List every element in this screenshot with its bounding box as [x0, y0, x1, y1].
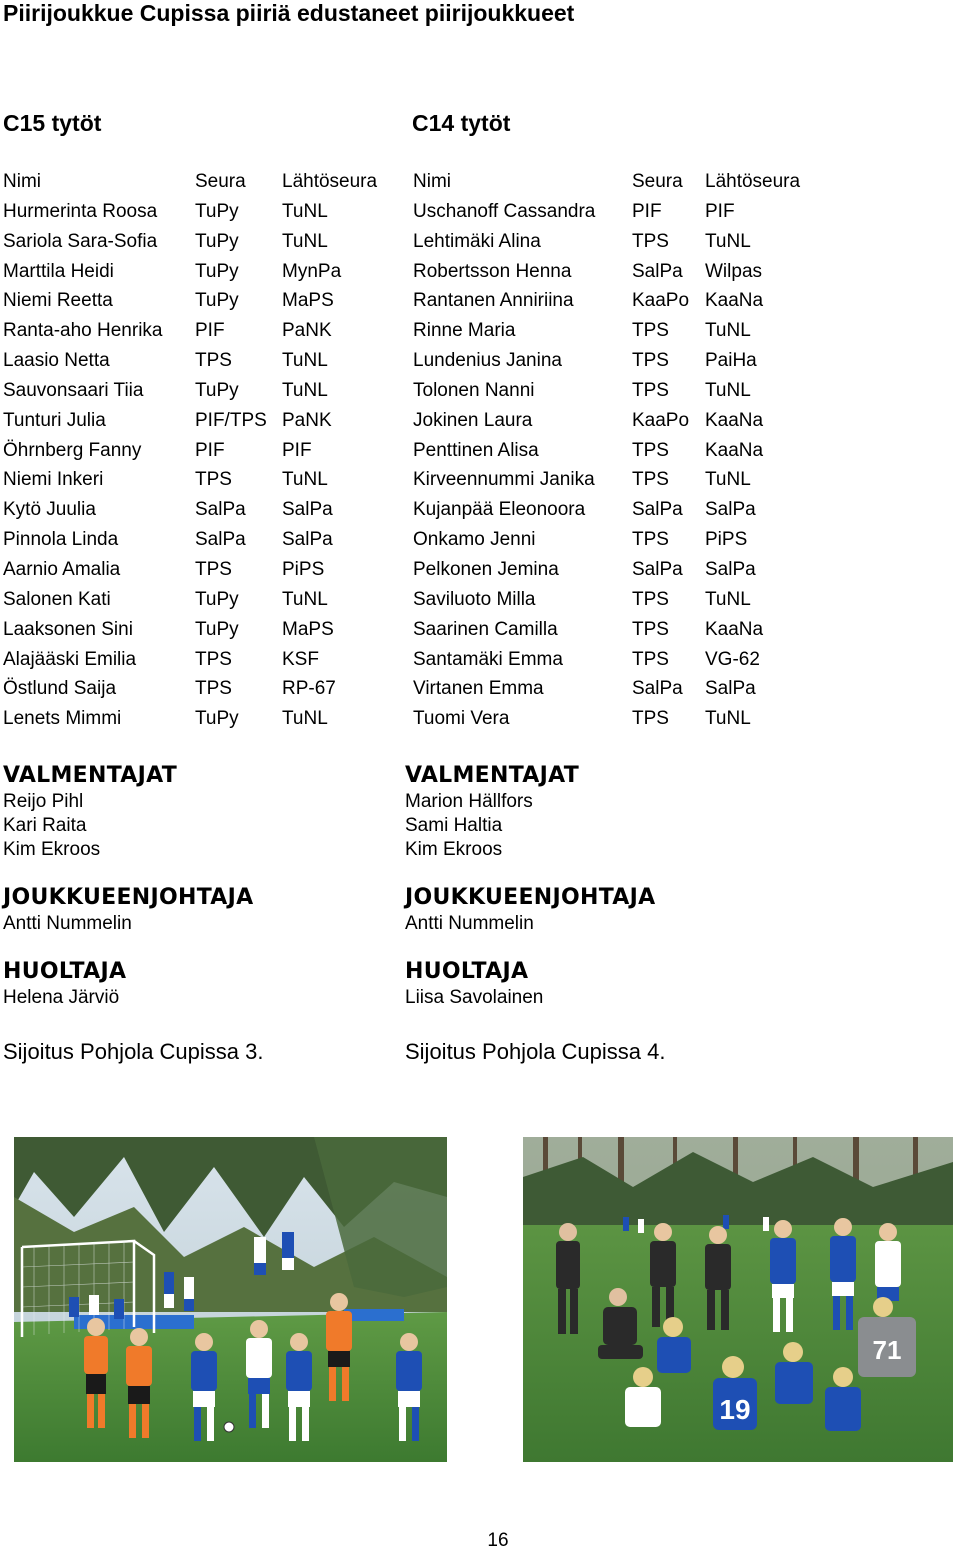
- player-name: Aarnio Amalia: [3, 558, 121, 580]
- coach-name: Kari Raita: [3, 815, 87, 836]
- player-name: Tunturi Julia: [3, 409, 106, 431]
- player-name: Salonen Kati: [3, 588, 111, 610]
- player-club: TPS: [195, 678, 232, 700]
- player-club: TuPy: [195, 379, 239, 401]
- player-name: Pelkonen Jemina: [413, 558, 559, 580]
- column-header-origin-club: Lähtöseura: [705, 171, 801, 192]
- coach-name: Sami Haltia: [405, 815, 503, 836]
- player-name: Kirveennummi Janika: [413, 469, 595, 491]
- player-origin-club: SalPa: [705, 678, 756, 700]
- player-name: Laasio Netta: [3, 350, 110, 372]
- table-row: [413, 227, 833, 257]
- table-row: [413, 495, 833, 525]
- player-origin-club: SalPa: [282, 499, 333, 521]
- table-header-row: [413, 167, 833, 197]
- player-club: TPS: [632, 618, 669, 640]
- player-origin-club: TuNL: [705, 708, 751, 730]
- team-photo: [523, 1137, 953, 1462]
- player-name: Kujanpää Eleonoora: [413, 499, 586, 521]
- player-club: TPS: [195, 558, 232, 580]
- player-origin-club: KaaNa: [705, 618, 764, 640]
- table-row: [3, 674, 403, 704]
- player-club: TPS: [632, 588, 669, 610]
- player-origin-club: TuNL: [282, 379, 328, 401]
- table-row: [413, 674, 833, 704]
- player-origin-club: MaPS: [282, 618, 334, 640]
- caretaker-name: Liisa Savolainen: [405, 987, 544, 1008]
- player-club: TPS: [195, 648, 232, 670]
- player-origin-club: KaaNa: [705, 439, 764, 461]
- table-row: [3, 525, 403, 555]
- player-origin-club: PIF: [705, 200, 735, 222]
- player-origin-club: TuNL: [282, 588, 328, 610]
- c15-roster-table: [3, 167, 403, 734]
- player-origin-club: KSF: [282, 648, 319, 670]
- player-club: KaaPo: [632, 409, 690, 431]
- table-row: [3, 316, 403, 346]
- table-row: [413, 585, 833, 615]
- player-name: Virtanen Emma: [413, 678, 544, 700]
- player-name: Jokinen Laura: [413, 409, 533, 431]
- player-origin-club: PiPS: [705, 529, 748, 551]
- player-origin-club: MynPa: [282, 260, 342, 282]
- placement-text: Sijoitus Pohjola Cupissa 4.: [405, 1039, 666, 1064]
- player-name: Lenets Mimmi: [3, 708, 122, 730]
- player-name: Niemi Reetta: [3, 290, 113, 312]
- player-name: Pinnola Linda: [3, 529, 119, 551]
- player-origin-club: TuNL: [705, 588, 751, 610]
- player-club: SalPa: [195, 529, 246, 551]
- player-origin-club: TuNL: [705, 379, 751, 401]
- player-name: Saarinen Camilla: [413, 618, 558, 640]
- caretaker-name: Helena Järviö: [3, 987, 120, 1008]
- player-club: TPS: [632, 708, 669, 730]
- player-origin-club: TuNL: [282, 230, 328, 252]
- table-row: [3, 495, 403, 525]
- player-name: Östlund Saija: [3, 678, 117, 700]
- player-origin-club: PaiHa: [705, 350, 757, 372]
- player-club: KaaPo: [632, 290, 690, 312]
- table-row: [3, 615, 403, 645]
- player-name: Saviluoto Milla: [413, 588, 536, 610]
- column-header-name: Nimi: [413, 171, 451, 192]
- player-name: Sariola Sara-Sofia: [3, 230, 158, 252]
- player-club: TPS: [195, 350, 232, 372]
- manager-name: Antti Nummelin: [3, 913, 132, 934]
- c14-roster-table: [413, 167, 833, 734]
- table-row: [413, 645, 833, 675]
- table-row: [413, 436, 833, 466]
- coaches-heading: VALMENTAJAT: [3, 763, 178, 788]
- player-name: Robertsson Henna: [413, 260, 572, 282]
- table-row: [413, 286, 833, 316]
- table-row: [3, 406, 403, 436]
- player-club: SalPa: [195, 499, 246, 521]
- player-origin-club: TuNL: [282, 200, 328, 222]
- player-name: Ranta-aho Henrika: [3, 320, 163, 342]
- table-row: [413, 376, 833, 406]
- c14-staff: [405, 762, 665, 1066]
- page-title: Piirijoukkue Cupissa piiriä edustaneet piirijoukkueet: [3, 0, 575, 26]
- player-club: TuPy: [195, 588, 239, 610]
- player-name: Onkamo Jenni: [413, 529, 536, 551]
- player-club: PIF: [195, 320, 225, 342]
- table-row: [3, 704, 403, 734]
- player-name: Lundenius Janina: [413, 350, 562, 372]
- c14-team-heading: C14 tytöt: [412, 110, 511, 136]
- player-origin-club: Wilpas: [705, 260, 763, 282]
- player-origin-club: TuNL: [282, 350, 328, 372]
- player-club: TPS: [632, 529, 669, 551]
- player-origin-club: PiPS: [282, 558, 325, 580]
- table-row: [413, 615, 833, 645]
- player-origin-club: RP-67: [282, 678, 336, 700]
- jersey-number-19: 19: [719, 1394, 751, 1425]
- page-number: 16: [487, 1530, 509, 1551]
- column-header-club: Seura: [195, 171, 246, 192]
- table-row: [3, 257, 403, 287]
- column-header-club: Seura: [632, 171, 683, 192]
- player-club: TuPy: [195, 230, 239, 252]
- jersey-number-71: 71: [872, 1335, 902, 1365]
- player-name: Santamäki Emma: [413, 648, 563, 670]
- player-club: TPS: [632, 350, 669, 372]
- table-row: [413, 257, 833, 287]
- table-row: [3, 585, 403, 615]
- player-club: TuPy: [195, 200, 239, 222]
- player-name: Hurmerinta Roosa: [3, 200, 158, 222]
- player-origin-club: SalPa: [705, 499, 756, 521]
- player-club: SalPa: [632, 678, 683, 700]
- player-origin-club: KaaNa: [705, 409, 764, 431]
- player-club: TPS: [632, 439, 669, 461]
- table-row: [413, 555, 833, 585]
- player-origin-club: PaNK: [282, 320, 332, 342]
- manager-name: Antti Nummelin: [405, 913, 534, 934]
- player-name: Lehtimäki Alina: [413, 230, 541, 252]
- player-origin-club: PaNK: [282, 409, 332, 431]
- table-row: [413, 465, 833, 495]
- table-row: [3, 286, 403, 316]
- player-origin-club: TuNL: [705, 230, 751, 252]
- c15-staff: [3, 762, 263, 1066]
- table-row: [413, 346, 833, 376]
- player-club: PIF/TPS: [195, 409, 267, 431]
- player-club: SalPa: [632, 558, 683, 580]
- player-name: Niemi Inkeri: [3, 469, 104, 491]
- player-origin-club: PIF: [282, 439, 312, 461]
- caretaker-heading: HUOLTAJA: [405, 959, 529, 984]
- player-name: Marttila Heidi: [3, 260, 114, 282]
- player-origin-club: MaPS: [282, 290, 334, 312]
- manager-heading: JOUKKUEENJOHTAJA: [405, 885, 656, 910]
- caretaker-heading: HUOLTAJA: [3, 959, 127, 984]
- table-row: [3, 555, 403, 585]
- table-row: [3, 227, 403, 257]
- match-photo: [14, 1137, 447, 1462]
- table-row: [413, 197, 833, 227]
- table-row: [413, 704, 833, 734]
- player-club: TPS: [195, 469, 232, 491]
- coach-name: Marion Hällfors: [405, 791, 533, 812]
- table-row: [3, 436, 403, 466]
- manager-heading: JOUKKUEENJOHTAJA: [3, 885, 254, 910]
- player-origin-club: SalPa: [705, 558, 756, 580]
- player-club: SalPa: [632, 260, 683, 282]
- player-club: TuPy: [195, 290, 239, 312]
- player-club: TPS: [632, 469, 669, 491]
- player-name: Rantanen Anniriina: [413, 290, 574, 312]
- player-name: Tuomi Vera: [413, 708, 510, 730]
- player-club: TuPy: [195, 708, 239, 730]
- coach-name: Kim Ekroos: [405, 839, 503, 860]
- coach-name: Reijo Pihl: [3, 791, 84, 812]
- column-header-origin-club: Lähtöseura: [282, 171, 378, 192]
- player-club: TPS: [632, 648, 669, 670]
- table-row: [413, 525, 833, 555]
- player-name: Uschanoff Cassandra: [413, 200, 596, 222]
- player-club: TPS: [632, 379, 669, 401]
- player-club: PIF: [195, 439, 225, 461]
- coach-name: Kim Ekroos: [3, 839, 101, 860]
- player-name: Öhrnberg Fanny: [3, 439, 142, 461]
- player-origin-club: TuNL: [282, 708, 328, 730]
- player-club: TuPy: [195, 618, 239, 640]
- player-name: Kytö Juulia: [3, 499, 96, 521]
- table-header-row: [3, 167, 403, 197]
- player-origin-club: TuNL: [282, 469, 328, 491]
- player-name: Penttinen Alisa: [413, 439, 539, 461]
- player-name: Rinne Maria: [413, 320, 516, 342]
- placement-text: Sijoitus Pohjola Cupissa 3.: [3, 1039, 264, 1064]
- coaches-heading: VALMENTAJAT: [405, 763, 580, 788]
- player-name: Laaksonen Sini: [3, 618, 133, 640]
- table-row: [3, 197, 403, 227]
- table-row: [413, 316, 833, 346]
- table-row: [3, 645, 403, 675]
- player-origin-club: KaaNa: [705, 290, 764, 312]
- table-row: [413, 406, 833, 436]
- player-club: TPS: [632, 320, 669, 342]
- player-club: TuPy: [195, 260, 239, 282]
- table-row: [3, 376, 403, 406]
- column-header-name: Nimi: [3, 171, 41, 192]
- player-origin-club: VG-62: [705, 648, 760, 670]
- player-club: PIF: [632, 200, 662, 222]
- player-origin-club: TuNL: [705, 320, 751, 342]
- player-origin-club: TuNL: [705, 469, 751, 491]
- table-row: [3, 346, 403, 376]
- player-origin-club: SalPa: [282, 529, 333, 551]
- player-club: SalPa: [632, 499, 683, 521]
- table-row: [3, 465, 403, 495]
- player-club: TPS: [632, 230, 669, 252]
- player-name: Tolonen Nanni: [413, 379, 535, 401]
- player-name: Alajääski Emilia: [3, 648, 137, 670]
- c15-team-heading: C15 tytöt: [3, 110, 102, 136]
- player-name: Sauvonsaari Tiia: [3, 379, 144, 401]
